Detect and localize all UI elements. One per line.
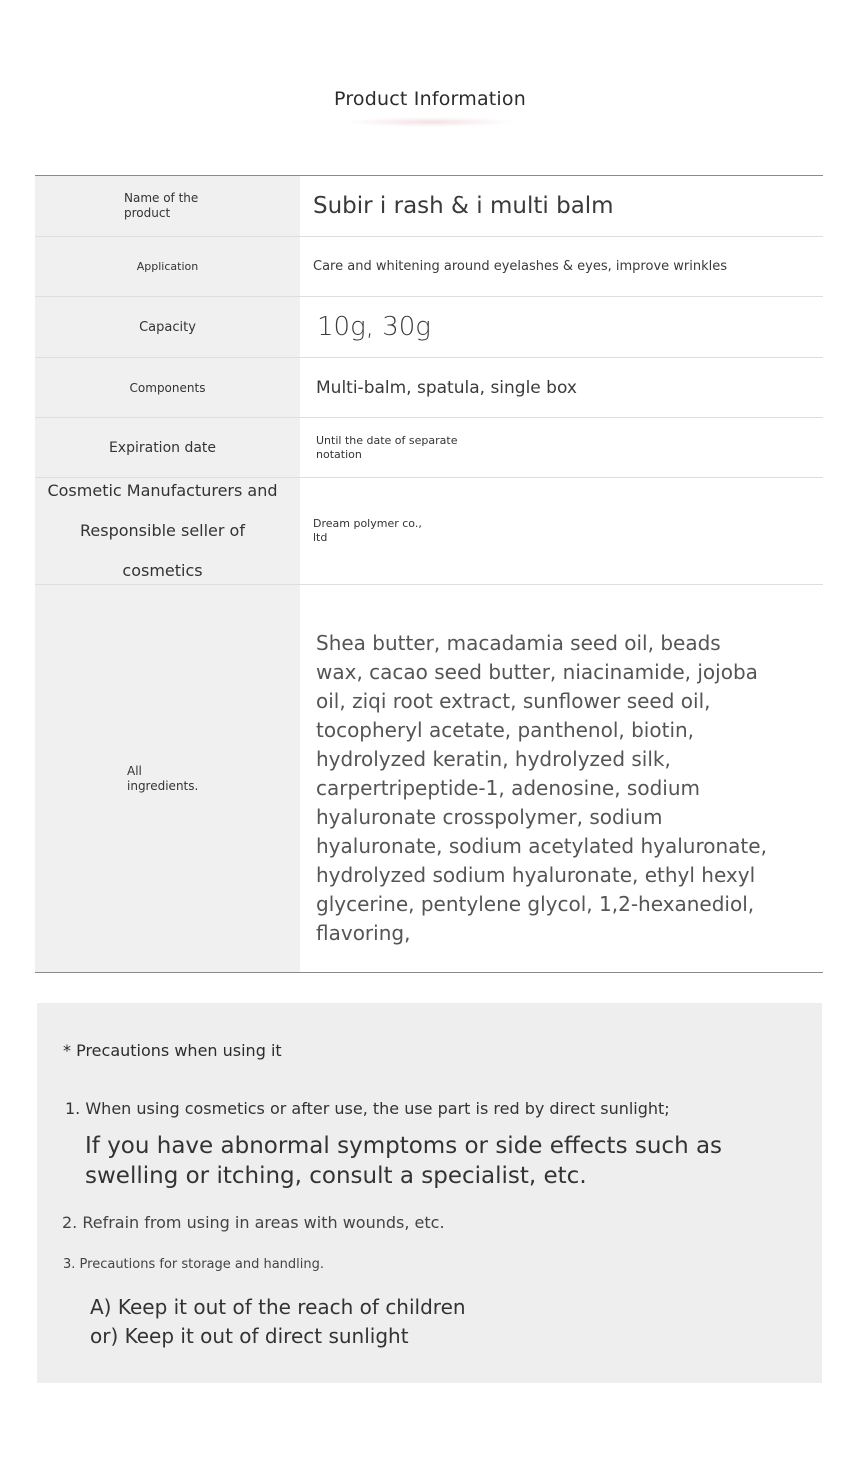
row-label-cell xyxy=(35,237,300,296)
table-row-capacity xyxy=(35,297,823,358)
row-label: Components xyxy=(129,380,206,395)
row-label-cell xyxy=(35,297,300,357)
row-value-cell xyxy=(300,585,823,972)
row-label-cell xyxy=(35,418,300,477)
table-row-product-name xyxy=(35,176,823,237)
table-row-application xyxy=(35,237,823,297)
row-label: Name of the product xyxy=(124,191,199,220)
row-label xyxy=(43,471,283,591)
table-row-ingredients xyxy=(35,585,823,972)
row-value-cell xyxy=(300,297,823,357)
row-value: Subir i rash & i multi balm xyxy=(313,193,614,219)
precaution-item-3-a: A) Keep it out of the reach of children xyxy=(90,1295,466,1319)
row-label: Capacity xyxy=(139,319,196,335)
precaution-item-2: 2. Refrain from using in areas with wounds, etc. xyxy=(62,1213,445,1232)
precaution-item-3-subitems xyxy=(90,1293,690,1351)
table-row-components xyxy=(35,358,823,418)
row-value-cell xyxy=(300,358,823,417)
product-info-table xyxy=(35,175,823,973)
row-value: Shea butter, macadamia seed oil, beads wax, cacao seed butter, niacinamide, jojoba oil, ziqi root extract, sunflower seed oil, tocopheryl acetate, panthenol, biotin, hydrolyzed keratin, hydrolyzed silk, carpertripeptide-1, adenosine, sodium hyaluronate crosspolymer, sodium hyaluronate, sodium acetylated hyaluronate, hydrolyzed sodium hyaluronate, ethyl hexyl glycerine, pentylene glycol, 1,2-hexanediol, flavoring, xyxy=(316,631,767,945)
row-value-cell xyxy=(300,176,823,236)
table-row-manufacturer xyxy=(35,478,823,585)
table-row-expiration xyxy=(35,418,823,478)
row-label-cell xyxy=(35,585,300,972)
row-value-cell xyxy=(300,418,823,477)
title-underline-decoration xyxy=(345,117,515,127)
row-label-cell xyxy=(35,176,300,236)
row-label-cell xyxy=(35,478,300,584)
precautions-panel xyxy=(37,1003,822,1383)
row-value: Care and whitening around eyelashes & eyes, improve wrinkles xyxy=(313,259,728,274)
row-label: All ingredients. xyxy=(127,763,199,793)
row-value-cell xyxy=(300,237,823,296)
row-label: Expiration date xyxy=(108,439,217,456)
page-title: Product Information xyxy=(334,88,526,110)
row-value: Multi-balm, spatula, single box xyxy=(316,377,577,398)
precautions-heading: * Precautions when using it xyxy=(63,1041,282,1060)
row-label-line-2: Responsible seller of cosmetics xyxy=(80,521,245,580)
row-label-line-1: Cosmetic Manufacturers and xyxy=(47,481,278,500)
row-value-cell xyxy=(300,478,823,584)
row-label-cell xyxy=(35,358,300,417)
precaution-item-3-b: or) Keep it out of direct sunlight xyxy=(90,1324,409,1348)
row-label: Application xyxy=(136,260,199,273)
precaution-item-3: 3. Precautions for storage and handling. xyxy=(63,1257,325,1272)
precaution-item-1: 1. When using cosmetics or after use, the use part is red by direct sunlight; xyxy=(65,1099,670,1118)
row-value: 10g, 30g xyxy=(317,312,431,342)
precaution-item-1-detail: If you have abnormal symptoms or side effects such as swelling or itching, consult a specialist, etc. xyxy=(85,1133,723,1189)
row-value: Dream polymer co., ltd xyxy=(313,517,422,544)
row-value: Until the date of separate notation xyxy=(316,433,458,461)
